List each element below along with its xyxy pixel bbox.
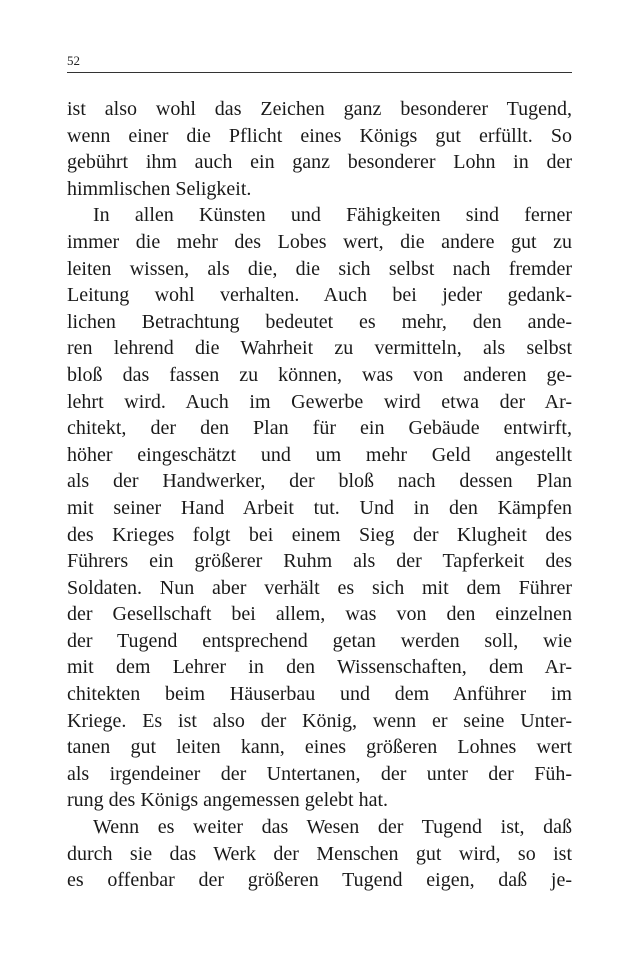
text-line: mit dem Lehrer in den Wissenschaften, dem Ar- — [67, 656, 572, 679]
page-number: 52 — [67, 53, 80, 68]
text-line: als der Handwerker, der bloß nach dessen Plan — [67, 470, 572, 493]
text-line: der Gesellschaft bei allem, was von den einzelnen — [67, 603, 572, 626]
text-line: Kriege. Es ist also der König, wenn er seine Unter- — [67, 709, 572, 732]
text-line: Führers ein größerer Ruhm als der Tapferkeit des — [67, 550, 572, 573]
text-line: chitekt, der den Plan für ein Gebäude entwirft, — [67, 417, 572, 440]
text-line: es offenbar der größeren Tugend eigen, daß je- — [67, 869, 572, 892]
text-line: chitekten beim Häuserbau und dem Anführer im — [67, 683, 572, 706]
text-line: ren lehrend die Wahrheit zu vermitteln, als selbst — [67, 337, 572, 360]
text-line: des Krieges folgt bei einem Sieg der Klugheit des — [67, 523, 572, 546]
text-line: Soldaten. Nun aber verhält es sich mit dem Führer — [67, 576, 572, 599]
text-line: mit seiner Hand Arbeit tut. Und in den Kämpfen — [67, 496, 572, 519]
text-line: ist also wohl das Zeichen ganz besonderer Tugend, — [67, 98, 572, 120]
text-line: wenn einer die Pflicht eines Königs gut erfüllt. So — [67, 124, 572, 147]
text-line: Leitung wohl verhalten. Auch bei jeder gedank- — [67, 284, 572, 307]
text-line: tanen gut leiten kann, eines größeren Lohnes wert — [67, 736, 572, 759]
text-line: durch sie das Werk der Menschen gut wird, so ist — [67, 842, 572, 865]
text-line: In allen Künsten und Fähigkeiten sind ferner — [93, 204, 572, 227]
text-line: leiten wissen, als die, die sich selbst nach fremder — [67, 257, 572, 280]
text-line: lichen Betrachtung bedeutet es mehr, den ande- — [67, 310, 572, 333]
text-line: rung des Königs angemessen gelebt hat. — [67, 789, 389, 812]
text-line: höher eingeschätzt und um mehr Geld angestellt — [67, 443, 572, 466]
body-text — [67, 96, 572, 894]
text-line: Wenn es weiter das Wesen der Tugend ist, daß — [93, 816, 572, 839]
text-line: der Tugend entsprechend getan werden soll, wie — [67, 629, 572, 652]
text-line: lehrt wird. Auch im Gewerbe wird etwa der Ar- — [67, 390, 572, 413]
text-line: gebührt ihm auch ein ganz besonderer Lohn in der — [67, 151, 572, 174]
text-line: bloß das fassen zu können, was von anderen ge- — [67, 363, 572, 386]
text-line: himmlischen Seligkeit. — [67, 177, 252, 200]
text-line: als irgendeiner der Untertanen, der unter der Füh- — [67, 762, 572, 785]
text-line: immer die mehr des Lobes wert, die andere gut zu — [67, 230, 572, 253]
header-rule — [67, 72, 572, 73]
